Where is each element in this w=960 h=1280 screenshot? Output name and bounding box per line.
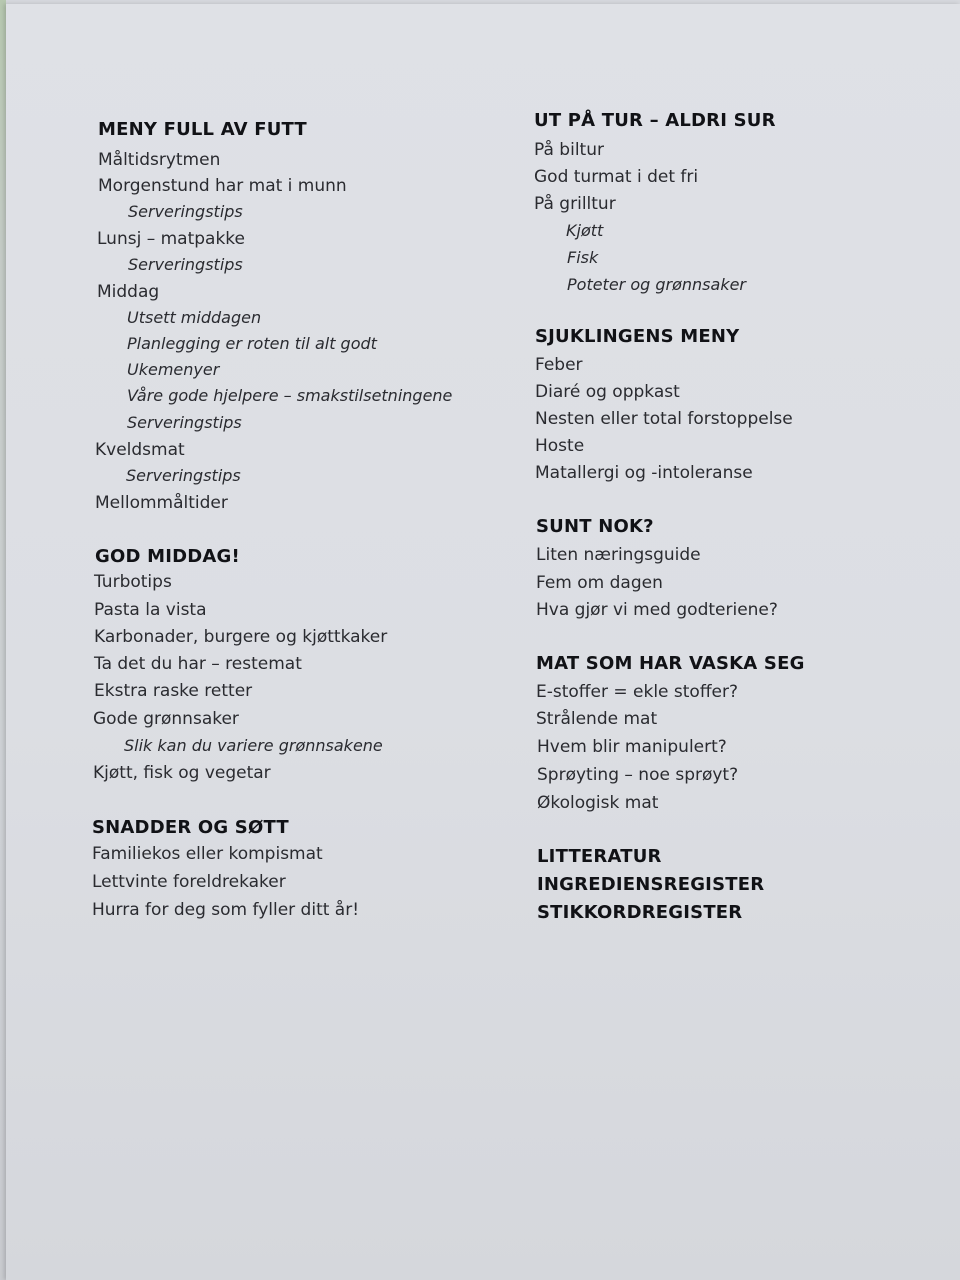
toc-entry — [537, 765, 738, 789]
toc-heading — [536, 516, 654, 540]
entry-title: Hurra for deg som fyller ditt år! — [92, 900, 360, 920]
entry-title: På grilltur — [534, 194, 616, 214]
toc-subentry — [567, 248, 598, 272]
entry-title: Mellommåltider — [95, 493, 228, 513]
entry-title: Familiekos eller kompismat — [92, 844, 323, 864]
toc-entry — [95, 493, 228, 517]
toc-subentry — [127, 360, 219, 384]
toc-entry — [534, 140, 604, 164]
toc-entry — [535, 382, 680, 406]
contents-page — [6, 4, 960, 1280]
toc-subentry — [127, 413, 242, 437]
entry-title: Nesten eller total forstoppelse — [535, 409, 793, 429]
toc-entry — [93, 709, 239, 733]
toc-entry — [537, 793, 658, 817]
entry-title: Turbotips — [94, 572, 172, 592]
toc-entry — [93, 763, 271, 787]
entry-title: SNADDER OG SØTT — [92, 817, 289, 838]
entry-title: Ekstra raske retter — [94, 681, 253, 701]
entry-title: Økologisk mat — [537, 793, 659, 813]
entry-title: Serveringstips — [126, 466, 241, 485]
entry-title: Våre gode hjelpere – smakstilsetningene — [127, 386, 453, 405]
entry-title: På biltur — [534, 140, 604, 160]
entry-title: Lettvinte foreldrekaker — [92, 872, 286, 892]
toc-entry — [536, 709, 657, 733]
entry-title: Liten næringsguide — [536, 545, 701, 565]
toc-entry — [97, 282, 159, 306]
entry-title: Planlegging er roten til alt godt — [127, 334, 377, 353]
entry-title: Måltidsrytmen — [98, 150, 221, 170]
entry-title: Sprøyting – noe sprøyt? — [537, 765, 739, 785]
toc-heading — [536, 653, 805, 677]
entry-title: Hoste — [535, 436, 585, 456]
entry-title: Poteter og grønnsaker — [567, 275, 746, 294]
entry-title: UT PÅ TUR – ALDRI SUR — [534, 110, 776, 131]
entry-title: LITTERATUR — [537, 846, 662, 867]
entry-title: Serveringstips — [127, 413, 242, 432]
toc-subentry — [127, 334, 377, 358]
toc-entry — [537, 737, 727, 761]
toc-entry — [534, 167, 698, 191]
toc-heading — [537, 902, 742, 926]
entry-title: God turmat i det fri — [534, 167, 699, 187]
entry-title: Ta det du har – restemat — [94, 654, 302, 674]
toc-heading — [534, 110, 776, 134]
entry-title: SJUKLINGENS MENY — [535, 326, 740, 347]
entry-title: Hvem blir manipulert? — [537, 737, 727, 757]
entry-title: Fisk — [567, 248, 599, 267]
toc-entry — [94, 681, 252, 705]
toc-heading — [537, 874, 764, 898]
entry-title: Gode grønnsaker — [93, 709, 239, 729]
entry-title: Feber — [535, 355, 583, 375]
toc-entry — [536, 682, 738, 706]
entry-title: STIKKORDREGISTER — [537, 902, 743, 923]
entry-title: Kjøtt — [566, 221, 604, 240]
toc-entry — [92, 872, 286, 896]
entry-title: Fem om dagen — [536, 573, 663, 593]
entry-title: Kjøtt, fisk og vegetar — [93, 763, 271, 783]
entry-title: Strålende mat — [536, 709, 658, 729]
toc-entry — [95, 440, 185, 464]
toc-heading — [537, 846, 662, 870]
toc-subentry — [126, 466, 241, 490]
toc-heading — [92, 817, 289, 841]
entry-title: GOD MIDDAG! — [95, 546, 240, 567]
toc-subentry — [566, 221, 603, 245]
entry-title: Morgenstund har mat i munn — [98, 176, 347, 196]
entry-title: Serveringstips — [128, 255, 243, 274]
toc-entry — [535, 409, 793, 433]
entry-title: MAT SOM HAR VASKA SEG — [536, 653, 805, 674]
entry-title: Serveringstips — [128, 202, 243, 221]
entry-title: Utsett middagen — [127, 308, 262, 327]
entry-title: Ukemenyer — [127, 360, 220, 379]
toc-entry — [535, 355, 583, 379]
toc-entry — [536, 573, 663, 597]
entry-title: SUNT NOK? — [536, 516, 654, 537]
toc-subentry — [128, 202, 243, 226]
toc-entry — [535, 463, 753, 487]
toc-entry — [536, 545, 701, 569]
entry-title: Slik kan du variere grønnsakene — [124, 736, 383, 755]
entry-title: Kveldsmat — [95, 440, 185, 460]
toc-entry — [536, 600, 778, 624]
entry-title: Karbonader, burgere og kjøttkaker — [94, 627, 388, 647]
entry-title: Middag — [97, 282, 160, 302]
toc-entry — [98, 150, 220, 174]
toc-entry — [98, 176, 347, 200]
toc-entry — [94, 600, 207, 624]
entry-title: MENY FULL AV FUTT — [98, 119, 307, 140]
toc-subentry — [127, 386, 452, 410]
entry-title: E-stoffer = ekle stoffer? — [536, 682, 739, 702]
toc-entry — [92, 900, 359, 924]
entry-title: Matallergi og -intoleranse — [535, 463, 753, 483]
toc-entry — [535, 436, 584, 460]
entry-title: Lunsj – matpakke — [97, 229, 246, 249]
toc-heading — [95, 546, 240, 570]
entry-title: Diaré og oppkast — [535, 382, 680, 402]
toc-entry — [97, 229, 245, 253]
entry-title: INGREDIENSREGISTER — [537, 874, 765, 895]
toc-subentry — [567, 275, 746, 299]
toc-entry — [534, 194, 616, 218]
toc-subentry — [127, 308, 261, 332]
entry-title: Pasta la vista — [94, 600, 207, 620]
toc-entry — [94, 572, 172, 596]
toc-entry — [92, 844, 323, 868]
toc-heading — [535, 326, 739, 350]
toc-subentry — [124, 736, 383, 760]
toc-heading — [98, 119, 307, 143]
entry-title: Hva gjør vi med godteriene? — [536, 600, 778, 620]
toc-entry — [94, 627, 387, 651]
toc-subentry — [128, 255, 243, 279]
toc-entry — [94, 654, 302, 678]
